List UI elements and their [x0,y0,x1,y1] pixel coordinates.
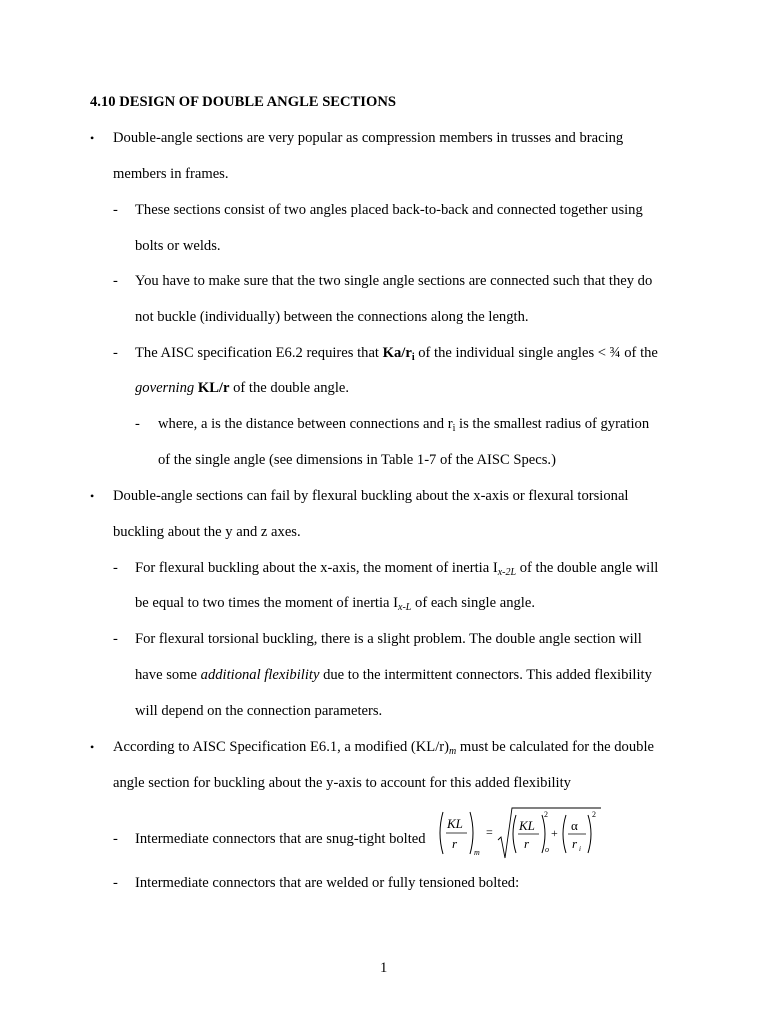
paragraph-line: be equal to two times the moment of inertia $I_{x-L}$ of each single angle. [135,595,535,613]
dash-marker: - [113,831,118,847]
eq-sub-m: m [474,848,480,857]
dash-marker: - [113,875,118,891]
paragraph-line: governing KL/r of the double angle. [135,380,350,396]
dash-marker: - [113,202,118,218]
bullet-marker: • [90,740,95,754]
paragraph-line: You have to make sure that the two single angle sections are connected such that they do [135,273,653,289]
dash-marker: - [135,416,140,432]
dash-marker: - [113,345,118,361]
paragraph-line: where, a is the distance between connections and $r_i$ is the smallest radius of gyration [158,416,650,434]
paragraph-line: angle section for buckling about the y-axis to account for this added flexibility [113,775,571,791]
paragraph-line: will depend on the connection parameters. [135,703,383,719]
paragraph-line: have some additional flexibility due to the intermittent connectors. This added flexibility [135,667,652,683]
paragraph-line: Intermediate connectors that are snug-tight bolted [135,831,426,847]
eq-kl-numerator: KL [519,818,535,833]
paragraph-line: The AISC specification E6.2 requires that $Ka/r_i$ of the individual single angles < ¾ of the [135,345,658,363]
eq-plus: + [551,826,558,840]
paragraph-line: For flexural buckling about the x-axis, the moment of inertia $I_{x-2L}$ of the double angle will [135,560,659,578]
dash-marker: - [113,273,118,289]
left-paren [563,815,566,853]
paragraph-line: Double-angle sections can fail by flexural buckling about the x-axis or flexural torsional [113,488,629,504]
eq-equals: = [486,825,493,839]
paragraph-line: According to AISC Specification E6.1, a modified $(KL/r)_m$ must be calculated for the double [113,739,654,757]
dash-marker: - [113,560,118,576]
bullet-marker: • [90,131,95,145]
paragraph-line: Double-angle sections are very popular as compression members in trusses and bracing [113,130,624,146]
paragraph-line: For flexural torsional buckling, there is a slight problem. The double angle section will [135,631,642,647]
bullet-marker: • [90,489,95,503]
eq-sub-o: o [545,845,549,854]
paragraph-line: of the single angle (see dimensions in Table 1-7 of the AISC Specs.) [158,452,556,468]
section-title: 4.10 DESIGN OF DOUBLE ANGLE SECTIONS [90,94,396,110]
paragraph-line: buckling about the y and z axes. [113,524,301,540]
right-paren [470,812,473,854]
eq-kl-numerator: KL [447,816,463,831]
eq-ri-denominator: r [572,836,578,851]
eq-sub-i: i [579,845,581,853]
right-paren [588,815,591,853]
eq-exponent: 2 [544,810,548,819]
paragraph-line: These sections consist of two angles placed back-to-back and connected together using [135,202,643,218]
paragraph-line: bolts or welds. [135,238,221,254]
paragraph-line: Intermediate connectors that are welded or fully tensioned bolted: [135,875,520,891]
paragraph-line: members in frames. [113,166,229,182]
eq-exponent: 2 [592,810,596,819]
dash-marker: - [113,631,118,647]
left-paren [440,812,443,854]
page-number: 1 [380,960,388,976]
eq-r-denominator: r [452,836,458,851]
left-paren [513,815,516,853]
paragraph-line: not buckle (individually) between the connections along the length. [135,309,529,325]
modified-slenderness-equation [436,806,606,862]
eq-alpha: α [571,818,578,833]
eq-r-denominator: r [524,836,530,851]
